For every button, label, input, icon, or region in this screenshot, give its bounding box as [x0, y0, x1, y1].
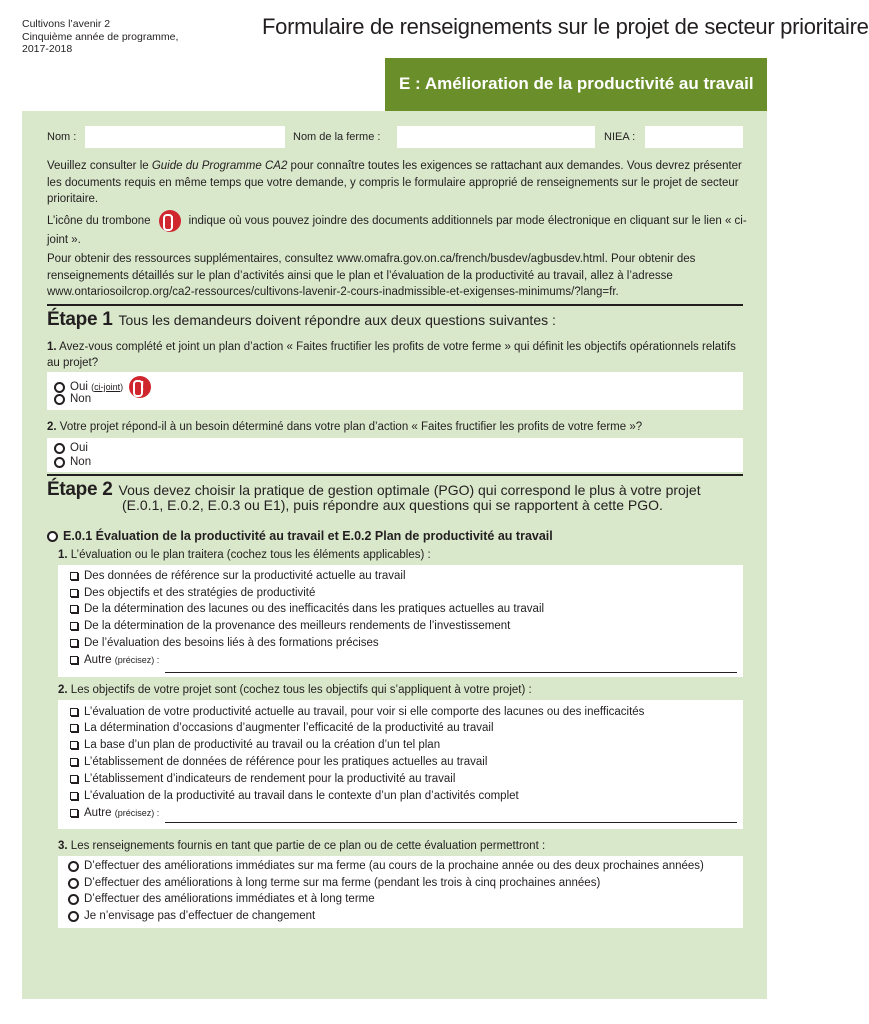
step1-question-1: [47, 339, 737, 371]
option-label: L’évaluation de votre productivité actuelle au travail, pour voir si elle comporte des lacunes ou des inefficacités: [84, 706, 645, 718]
option-label: D’effectuer des améliorations immédiates et à long terme: [84, 893, 375, 905]
option-label: Oui: [70, 381, 88, 393]
step-2-text-line-1: Vous devez choisir la pratique de gestion optimale (PGO) qui correspond le plus à votre projet: [118, 482, 701, 498]
step1-q2-answer-box: [47, 438, 743, 472]
ferme-input[interactable]: [397, 126, 595, 148]
guide-title: Guide du Programme CA2: [151, 160, 288, 172]
checkbox[interactable]: [70, 758, 78, 766]
nom-label: Nom :: [47, 131, 77, 143]
paperclip-icon[interactable]: [129, 376, 151, 398]
bmp-title: E.0.1 Évaluation de la productivité au travail et E.0.2 Plan de productivité au travail: [63, 529, 553, 543]
step2-question-1: [58, 547, 431, 563]
question-number: 1.: [58, 549, 68, 561]
option-label: Autre: [84, 807, 112, 819]
q2-checkbox-option[interactable]: [70, 790, 519, 802]
program-year: Cinquième année de programme,: [22, 30, 179, 43]
q1-checkbox-option[interactable]: [70, 620, 510, 632]
radio-button[interactable]: [54, 394, 65, 405]
q2-checkbox-option[interactable]: [70, 773, 455, 785]
step2-question-2: [58, 682, 532, 698]
q3-radio-option[interactable]: [68, 877, 600, 889]
option-label: La base d’un plan de productivité au travail ou la création d’un tel plan: [84, 739, 441, 751]
checkbox[interactable]: [70, 708, 78, 716]
checkbox[interactable]: [70, 724, 78, 732]
intro-paragraph-3: Pour obtenir des ressources supplémentaires, consultez www.omafra.gov.on.ca/french/busdev/agbusdev.html. Pour obtenir des renseignements détaillés sur le plan d’activités ainsi que le plan et l’évaluation de la productivité au travail, allez à l’adresse www.ontariosoilcrop.org/ca2-ressources/cultivons-lavenir-2-cours-inadmissible-et-exigenses-minimums/?lang=fr.: [47, 253, 696, 298]
step-2-heading-cont: [122, 497, 663, 515]
q1-checkbox-option[interactable]: [70, 637, 379, 649]
step-1-label: Étape 1: [47, 309, 113, 330]
radio-button[interactable]: [54, 382, 65, 393]
step-1-text: Tous les demandeurs doivent répondre aux deux questions suivantes :: [118, 312, 556, 328]
section-banner-title: E : Amélioration de la productivité au travail: [399, 74, 754, 93]
q1-checkbox-option[interactable]: [70, 570, 406, 582]
intro-p1-a: Veuillez consulter le: [47, 160, 152, 172]
program-info: [22, 18, 178, 56]
nom-input[interactable]: [85, 126, 285, 148]
intro-paragraph-2: [47, 210, 747, 249]
option-label: De l’évaluation des besoins liés à des formations précises: [84, 637, 379, 649]
question-text: Avez-vous complété et joint un plan d’action « Faites fructifier les profits de votre ferme » qui définit les objectifs opérationnels relatifs au projet?: [47, 341, 736, 369]
radio-button[interactable]: [47, 531, 58, 542]
q2-checkbox-option[interactable]: [70, 706, 644, 718]
option-label: Autre: [84, 654, 112, 666]
radio-button[interactable]: [68, 878, 79, 889]
radio-button[interactable]: [68, 894, 79, 905]
question-text: L’évaluation ou le plan traitera (cochez tous les éléments applicables) :: [70, 549, 431, 561]
radio-button[interactable]: [54, 457, 65, 468]
q1-autre-input-line[interactable]: [165, 672, 737, 673]
program-name: Cultivons l’avenir 2: [22, 18, 111, 30]
intro-p2-a: L’icône du trombone: [47, 215, 151, 228]
question-number: 3.: [58, 840, 68, 852]
q2-autre-option[interactable]: [70, 807, 159, 819]
q2-non-option[interactable]: [54, 456, 91, 468]
bmp-e01-e02[interactable]: [47, 529, 553, 543]
checkbox[interactable]: [70, 792, 78, 800]
checkbox[interactable]: [70, 656, 78, 664]
program-period: 2017-2018: [22, 43, 73, 55]
q1-non-option[interactable]: [54, 393, 91, 405]
paperclip-icon: [159, 210, 181, 232]
option-label: Des objectifs et des stratégies de productivité: [84, 587, 316, 599]
option-label: D’effectuer des améliorations à long terme sur ma ferme (pendant les trois à cinq prochaines années): [84, 877, 601, 889]
question-text: Votre projet répond-il à un besoin déterminé dans votre plan d’action « Faites fructifier les profits de votre ferme »?: [59, 421, 643, 433]
option-label: La détermination d’occasions d’augmenter l’efficacité de la productivité au travail: [84, 722, 494, 734]
option-label: Des données de référence sur la productivité actuelle au travail: [84, 570, 406, 582]
option-label: Non: [70, 456, 92, 468]
question-number: 2.: [58, 684, 68, 696]
intro-paragraph-1: [47, 158, 747, 208]
intro-p2-b: indique où vous pouvez joindre des documents additionnels par mode électronique en cliquant sur le lien « ci-joint ».: [47, 215, 747, 246]
niea-input[interactable]: [645, 126, 743, 148]
divider: [47, 474, 743, 476]
question-number: 1.: [47, 341, 57, 353]
question-text: Les objectifs de votre projet sont (cochez tous les objectifs qui s’appliquent à votre projet) :: [70, 684, 532, 696]
precisez-label: (précisez) :: [114, 808, 160, 818]
option-label: Non: [70, 393, 92, 405]
divider: [47, 304, 743, 306]
q2-oui-option[interactable]: [54, 442, 88, 454]
intro-p1-b: pour connaître toutes les exigences se rattachant aux demandes. Vous devrez présenter les documents requis en même temps que votre demande, y compris le formulaire approprié de renseignements sur le projet de secteur prioritaire.: [47, 160, 742, 205]
step2-question-3: [58, 838, 545, 854]
checkbox[interactable]: [70, 572, 78, 580]
step-2-label: Étape 2: [47, 479, 113, 500]
checkbox[interactable]: [70, 809, 78, 817]
q3-radio-option[interactable]: [68, 910, 315, 922]
q1-checkbox-option[interactable]: [70, 587, 315, 599]
section-banner: [385, 58, 767, 111]
option-label: De la détermination de la provenance des meilleurs rendements de l’investissement: [84, 620, 511, 632]
checkbox[interactable]: [70, 605, 78, 613]
page-title: Formulaire de renseignements sur le projet de secteur prioritaire: [262, 14, 869, 39]
checkbox[interactable]: [70, 589, 78, 597]
q1-autre-option[interactable]: [70, 654, 159, 666]
step1-question-2: [47, 419, 737, 435]
q3-radio-option[interactable]: [68, 860, 704, 872]
q2-autre-input-line[interactable]: [165, 822, 737, 823]
option-label: L’établissement d’indicateurs de rendement pour la productivité au travail: [84, 773, 456, 785]
checkbox[interactable]: [70, 741, 78, 749]
precisez-label: (précisez) :: [114, 655, 160, 665]
ferme-label: Nom de la ferme :: [293, 131, 381, 143]
option-label: L’établissement de données de référence pour les pratiques actuelles au travail: [84, 756, 488, 768]
q3-radio-option[interactable]: [68, 893, 375, 905]
checkbox[interactable]: [70, 639, 78, 647]
option-label: L’évaluation de la productivité au travail dans le contexte d’un plan d’activités complet: [84, 790, 519, 802]
step-1-heading: [47, 309, 556, 331]
radio-button[interactable]: [68, 911, 79, 922]
step-2-text-line-2: (E.0.1, E.0.2, E.0.3 ou E1), puis répondre aux questions qui se rapportent à cette PGO.: [122, 497, 663, 513]
ci-joint-link[interactable]: ci-joint: [94, 382, 121, 392]
q1-oui-option[interactable]: Oui (ci-joint) !: [54, 376, 159, 398]
q1-checkbox-option[interactable]: [70, 603, 544, 615]
checkbox[interactable]: [70, 622, 78, 630]
option-label: Oui: [70, 442, 88, 454]
checkbox[interactable]: [70, 775, 78, 783]
q2-checkbox-option[interactable]: [70, 722, 494, 734]
question-number: 2.: [47, 421, 57, 433]
radio-button[interactable]: [54, 443, 65, 454]
option-label: Je n’envisage pas d’effectuer de changement: [84, 910, 316, 922]
radio-button[interactable]: [68, 861, 79, 872]
niea-label: NIEA :: [604, 131, 636, 143]
option-label: De la détermination des lacunes ou des inefficacités dans les pratiques actuelles au travail: [84, 603, 545, 615]
option-label: D’effectuer des améliorations immédiates sur ma ferme (au cours de la prochaine année ou des deux prochaines années): [84, 860, 704, 872]
q2-checkbox-option[interactable]: [70, 756, 487, 768]
question-text: Les renseignements fournis en tant que partie de ce plan ou de cette évaluation permettront :: [70, 840, 546, 852]
q2-checkbox-option[interactable]: [70, 739, 440, 751]
